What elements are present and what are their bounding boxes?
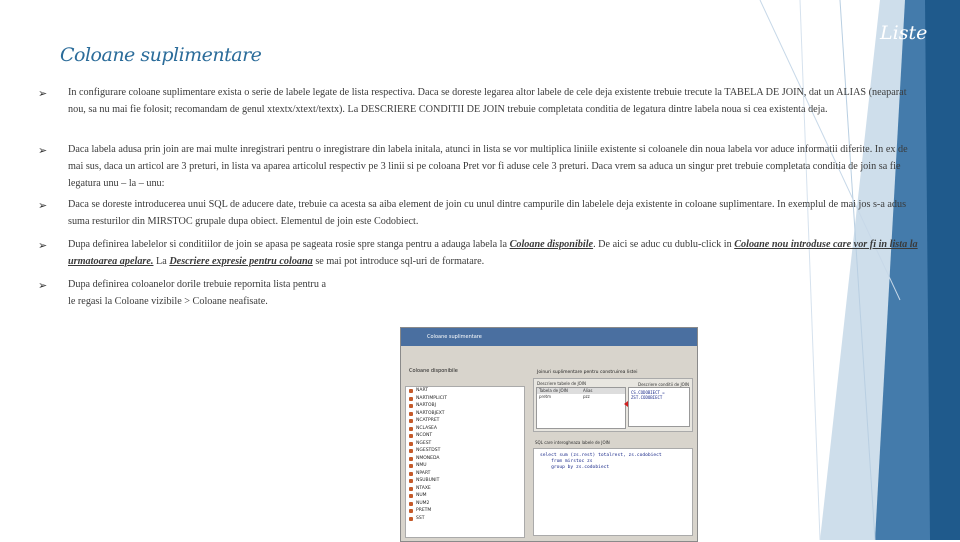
bullet-item: [38, 236, 918, 270]
available-column-item[interactable]: NGEST: [406, 440, 524, 448]
joins-header: Joinuri suplimentare pentru construirea listei: [537, 370, 638, 375]
table-row[interactable]: [537, 394, 625, 400]
column-header: Tabela de JOIN: [539, 388, 568, 393]
available-column-item[interactable]: NART: [406, 387, 524, 395]
bullet-text: La: [153, 256, 170, 267]
available-column-item[interactable]: NUM2: [406, 500, 524, 508]
sql-line: group by zs.codobiect: [540, 465, 610, 470]
arrow-bullet-icon: ➢: [38, 279, 48, 292]
available-column-item[interactable]: NSUBUNIT: [406, 477, 524, 485]
available-column-item[interactable]: NGESTDST: [406, 447, 524, 455]
slide-title: Coloane suplimentare: [60, 44, 262, 66]
available-column-item[interactable]: NARTOBJ: [406, 402, 524, 410]
available-column-item[interactable]: NUM: [406, 492, 524, 500]
sql-line: select sum (zs.rest) totalrest, zs.codobiect: [540, 453, 662, 458]
available-column-item[interactable]: NTAXE: [406, 485, 524, 493]
join-definition-box: [533, 378, 693, 432]
join-condition-field[interactable]: CS.CODOBIECT = ZST.CODOBIECT: [628, 387, 690, 427]
join-condition-caption: Descriere conditii de JOIN: [638, 382, 689, 387]
bullet-text: Daca se doreste introducerea unui SQL de aducere date, trebuie ca acesta sa aiba element de join cu unul dintre campurile din labelele deja existente in coloane suplimentare. In exemplul de mai jos s-a adus suma resturilor din MIRSTOC grupale dupa obiect. Elementul de join este Codobiect.: [68, 199, 907, 227]
bullet-item: [38, 141, 918, 192]
arrow-bullet-icon: ➢: [38, 144, 48, 157]
table-cell: pzz: [583, 394, 590, 399]
sql-line: from mirstoc zs: [540, 459, 593, 464]
available-column-item[interactable]: PRETM: [406, 507, 524, 515]
join-table-grid: [536, 387, 626, 429]
bullet-text: Daca labela adusa prin join are mai multe inregistrari pentru o inregistrare din labela initala, atunci in lista se vor multiplica liniile existente si coloanele din noua labela vor aduce informatii diferite. In ex de mai sus, daca un articol are 3 preturi, in lista va aparea articolul respectiv pe 3 linii si pe coloana Pret vor fi aduse cele 3 preturi. Daca vrem sa aduca un singur pret trebuie completata conditia de join sa fie legatura unu – la – unu:: [68, 144, 908, 189]
arrow-bullet-icon: ➢: [38, 87, 48, 100]
bullet-text: . De aici se aduc cu dublu-click in: [593, 239, 735, 250]
bullet-text: Dupa definirea coloanelor dorile trebuie repornita lista pentru a le regasi la Coloane vizibile > Coloane neafisate.: [68, 279, 326, 307]
available-column-item[interactable]: NARTIMPLICIT: [406, 395, 524, 403]
column-header: Alias: [583, 388, 593, 393]
available-column-item[interactable]: NARTOBJEXT: [406, 410, 524, 418]
sql-code: [534, 449, 692, 475]
available-column-item[interactable]: NCATPRET: [406, 417, 524, 425]
available-columns-panel: [405, 368, 525, 538]
bullet-item: [38, 196, 918, 230]
sql-caption: SQL care interogheaza labele de JOIN: [535, 440, 610, 445]
bullet-item: [38, 276, 328, 310]
available-column-item[interactable]: NMONEDA: [406, 455, 524, 463]
bullet-text: In configurare coloane suplimentare exista o serie de labele legate de lista respectiva. Daca se doreste legarea altor labele de cele deja existente trebuie trecute la TABELA DE JOIN, dat un ALIAS (neaparat nou, sa nu mai fie folosit; recomandam de genul xtextx/xtext/textx). La DESCRIERE CONDITII DE JOIN trebuie completata conditia de legatura dintre labela noua si cea existenta deja.: [68, 87, 907, 115]
joins-panel: [533, 368, 693, 538]
brand-label: Liste: [880, 22, 928, 44]
join-tables-caption: Descriere tabele de JOIN: [537, 381, 586, 386]
available-columns-header: Coloane disponibile: [409, 368, 458, 374]
decorative-stripes: [700, 0, 960, 540]
sql-editor[interactable]: [533, 448, 693, 536]
bullet-item: [38, 84, 918, 118]
available-column-item[interactable]: NCLASEA: [406, 425, 524, 433]
table-cell: pretm: [539, 394, 552, 399]
bullet-emphasis: Coloane disponibile: [509, 239, 594, 250]
available-column-item[interactable]: NPART: [406, 470, 524, 478]
available-columns-list: [405, 386, 525, 538]
available-column-item[interactable]: SST: [406, 515, 524, 523]
available-column-item[interactable]: NMU: [406, 462, 524, 470]
window-title: Coloane suplimentare: [401, 328, 697, 346]
bullet-text: Dupa definirea labelelor si conditiilor de join se apasa pe sageata rosie spre stanga pentru a adauga labela la: [68, 239, 510, 250]
arrow-bullet-icon: ➢: [38, 199, 48, 212]
embedded-screenshot-window: [400, 327, 698, 542]
arrow-bullet-icon: ➢: [38, 239, 48, 252]
bullet-emphasis: Coloane nou introduse care vor fi in lista la urmatoarea apelare.: [68, 239, 918, 267]
available-column-item[interactable]: NCONT: [406, 432, 524, 440]
bullet-text: se mai pot introduce sql-uri de formatare.: [312, 256, 485, 267]
bullet-emphasis: Descriere expresie pentru coloana: [169, 256, 313, 267]
